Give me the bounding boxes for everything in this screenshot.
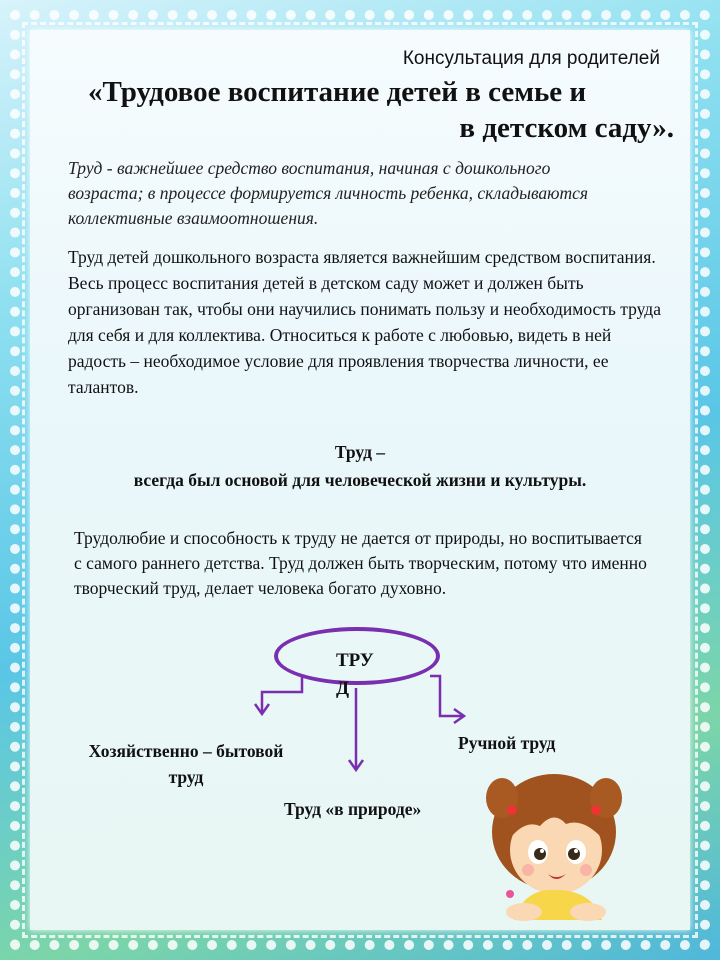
girl-illustration <box>484 770 634 930</box>
title-line-2: в детском саду». <box>459 112 674 144</box>
body-paragraph-1: Труд детей дошкольного возраста является важнейшим средством воспитания. Весь процесс воспитания детей в детском саду может и должен быть организован так, чтобы они научились понимать пользу и необходимость труда для себя и для коллектива. Относиться к работе с любовью, видеть в ней радость – необходимое условие для проявления творчества личности, ее талантов. <box>68 247 661 397</box>
highlight-line-1: Труд – <box>334 442 386 462</box>
diagram-center-label: ТРУД <box>336 650 374 699</box>
consultation-label: Консультация для родителей <box>402 48 660 69</box>
body-paragraph-2: Трудолюбие и способность к труду не дается от природы, но воспитывается с самого раннего детства. Труд должен быть творческим, потому что именно творческий труд, делает человека богато духовно. <box>74 528 647 598</box>
branch-manual: Ручной труд <box>458 733 556 753</box>
branch-household-line1: Хозяйственно – бытовой <box>88 741 284 761</box>
branch-household-line2: труд <box>168 767 204 787</box>
branch-nature: Труд «в природе» <box>284 799 422 819</box>
highlight-line-2: всегда был основой для человеческой жизни и культуры. <box>133 470 587 490</box>
lead-paragraph: Труд - важнейшее средство воспитания, начиная с дошкольного возраста; в процессе формируется личность ребенка, складываются коллективные взаимоотношения. <box>68 158 589 228</box>
title-line-1: «Трудовое воспитание детей в семье и <box>88 76 587 108</box>
branch-household <box>66 738 306 790</box>
